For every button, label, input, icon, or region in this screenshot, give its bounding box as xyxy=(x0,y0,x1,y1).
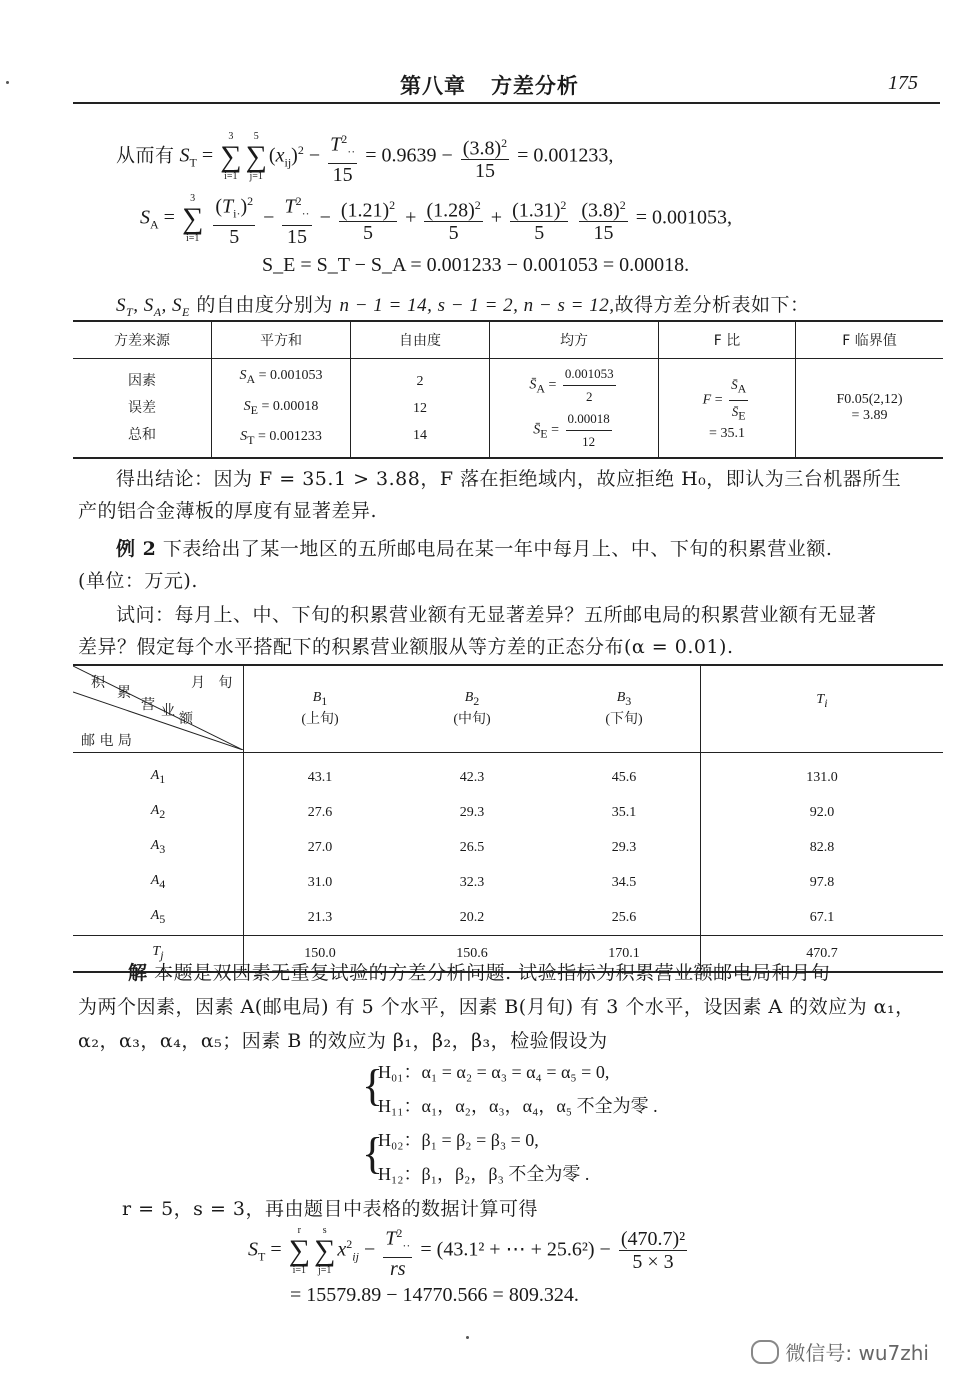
brace-1: { xyxy=(362,1061,384,1110)
conclusion-line-2: 产的铝合金薄板的厚度有显著差异. xyxy=(78,500,378,522)
hypothesis-h01: H₀₁：α₁ = α₂ = α₃ = α₄ = α₅ = 0, xyxy=(378,1062,610,1082)
total-row: $T_j$ 150.0 150.6 170.1 470.7 xyxy=(73,936,943,973)
conclusion-line-1: 得出结论：因为 F = 35.1 > 3.88，F 落在拒绝域内，故应拒绝 H₀，即认为三台机器所生 xyxy=(116,468,902,490)
anova-table xyxy=(73,320,943,459)
hypothesis-h12: H₁₂：β₁，β₂，β₃ 不全为零 . xyxy=(378,1164,590,1184)
equation-se: S_E = S_T − S_A = 0.001233 − 0.001053 = 0.00018. xyxy=(262,254,690,276)
table-row: $A_5$ 21.3 20.2 25.6 67.1 xyxy=(73,900,943,936)
dof-sentence: $S_T$, $S_A$, $S_E$ 的自由度分别为 n − 1 = 14, s − 1 = 2, n − s = 12,故得方差分析表如下： xyxy=(116,294,810,319)
col-b1: $B_1$ (上旬) xyxy=(244,665,397,753)
hypothesis-h02: H₀₂：β₁ = β₂ = β₃ = 0, xyxy=(378,1130,539,1150)
df-cell: 2 12 14 xyxy=(351,359,490,459)
question-line-1: 试问：每月上、中、下旬的积累营业额有无显著差异？五所邮电局的积累营业额有无显著 xyxy=(116,604,877,626)
example2-line-1: 例 2 下表给出了某一地区的五所邮电局在某一年中每月上、中、下旬的积累营业额. xyxy=(116,538,833,560)
th-ms: 均方 xyxy=(490,321,659,359)
page-number: 175 xyxy=(888,72,918,94)
brace-2: { xyxy=(362,1129,384,1178)
rs-line: r = 5，s = 3，再由题目中表格的数据计算可得 xyxy=(122,1198,539,1220)
table-row: $A_3$ 27.0 26.5 29.3 82.8 xyxy=(73,830,943,865)
ss-cell: $S_A = 0.001053$ $S_E = 0.00018$ $S_T = 0.001233$ xyxy=(212,359,351,459)
table-row: $A_4$ 31.0 32.3 34.5 97.8 xyxy=(73,865,943,900)
solution-line-3: α₂，α₃，α₄，α₅；因素 B 的效应为 β₁，β₂，β₃，检验假设为 xyxy=(78,1030,608,1052)
col-b3: $B_3$ (下旬) xyxy=(548,665,701,753)
f-cell: F = $\frac{S̄_A}{S̄_E}$ = 35.1 xyxy=(659,359,796,459)
th-source: 方差来源 xyxy=(73,321,212,359)
question-line-2: 差异？假定每个水平搭配下的积累营业额服从等方差的正态分布(α = 0.01). xyxy=(78,636,734,658)
equation-sa: $S_A$ = 3 ∑ i=1 $\frac{(T_{i\cdot})^2}{5}$ − $\frac{T^2_{\cdot\cdot}}{15}$ − $\frac{(1.21)^2}{5}$ + $\frac{(1.28)^2}{5}$ + $\frac{(1.31)^2}{5}$ $\frac{(3.8)^2}{15}$ = 0.001053, xyxy=(140,190,732,248)
diagonal-header: 积 累 营 业 额 月 旬 邮 电 局 xyxy=(73,665,244,753)
solution-line-1: 解 本题是双因素无重复试验的方差分析问题. 试验指标为积累营业额邮电局和月旬 xyxy=(128,962,831,984)
th-ss: 平方和 xyxy=(212,321,351,359)
data-table xyxy=(73,664,943,973)
hypothesis-h11: H₁₁：α₁，α₂，α₃，α₄，α₅ 不全为零 . xyxy=(378,1096,658,1116)
header-rule xyxy=(73,102,940,104)
watermark: 微信号: wu7zhi xyxy=(751,1337,929,1366)
table-row: $A_2$ 27.6 29.3 35.1 92.0 xyxy=(73,795,943,830)
solution-line-2: 为两个因素，因素 A(邮电局) 有 5 个水平，因素 B(月旬) 有 3 个水平，设因素 A 的效应为 α₁， xyxy=(78,996,915,1018)
equation-st-result: = 15579.89 − 14770.566 = 809.324. xyxy=(290,1284,579,1306)
source-cell: 因素 误差 总和 xyxy=(73,359,212,459)
col-b2: $B_2$ (中旬) xyxy=(396,665,548,753)
chapter-header: 第八章 方差分析 xyxy=(400,73,579,98)
equation-st: 从而有 $S_T$ = 3 ∑ i=1 5 ∑ j=1 $(x_{ij})^2$ − $\frac{T^2_{\cdot\cdot}}{15}$ = 0.9639 − $\frac{(3.8)^2}{15}$ = 0.001233, xyxy=(116,128,613,186)
wechat-icon xyxy=(751,1340,779,1364)
th-df: 自由度 xyxy=(351,321,490,359)
ms-cell: $S̄_A$ = $\frac{0.001053}{2}$ $S̄_E$ = $\frac{0.00018}{12}$ xyxy=(490,359,659,459)
fcrit-cell: F0.05(2,12) = 3.89 xyxy=(796,359,944,459)
table-row: $A_1$ 43.1 42.3 45.6 131.0 xyxy=(73,753,943,796)
scan-speck xyxy=(466,1336,469,1339)
scan-speck xyxy=(6,81,9,84)
col-ti: $T_i$ xyxy=(701,665,944,753)
th-f: F 比 xyxy=(659,321,796,359)
example2-line-2: (单位：万元). xyxy=(78,570,198,592)
equation-st-2: $S_T$ = r ∑ i=1 s ∑ j=1 $x^2_{ij}$ − $\frac{T^2_{\cdot\cdot}}{rs}$ = (43.1² + ⋯ + 25.6²) − $\frac{\text{(470.7)²}}{5 \times 3}$ xyxy=(248,1222,690,1280)
th-fcrit: F 临界值 xyxy=(796,321,944,359)
